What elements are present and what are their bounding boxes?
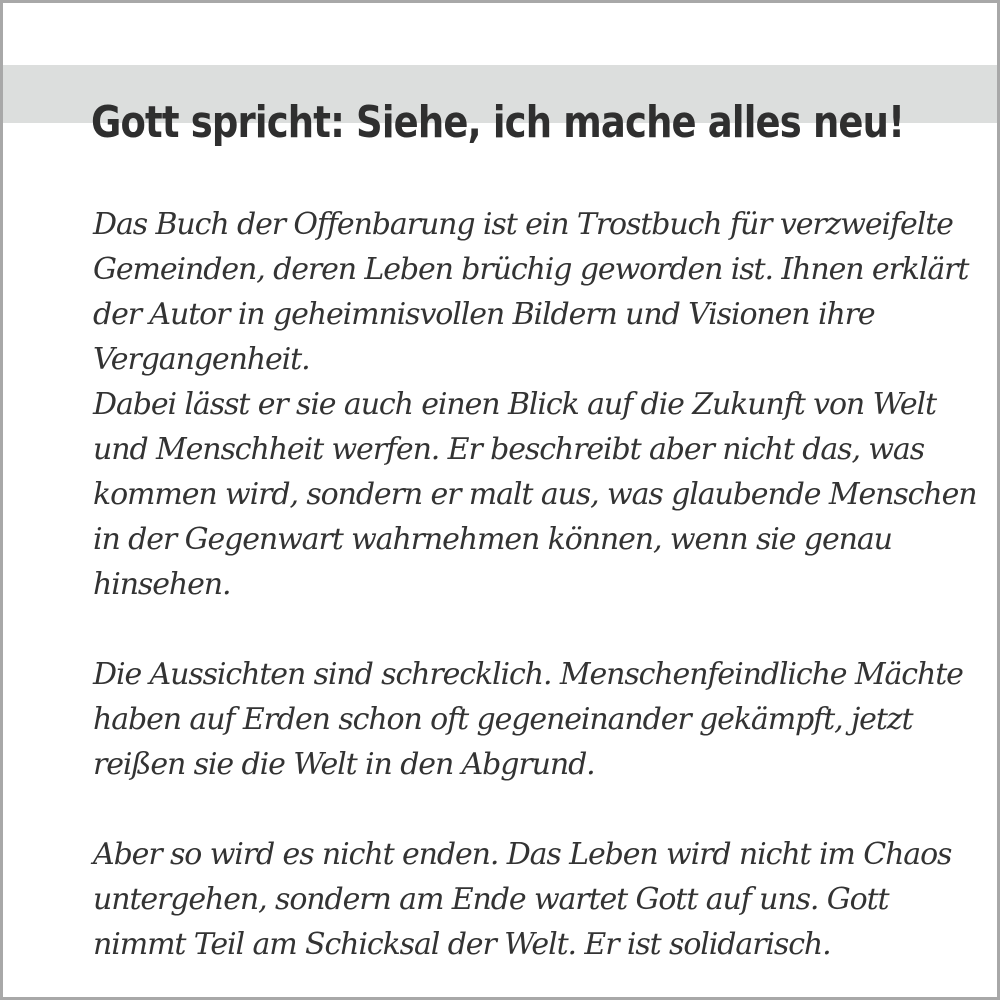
text-line: der Autor in geheimnisvollen Bildern und Visionen ihre [93, 297, 875, 332]
text-line: reißen sie die Welt in den Abgrund. [93, 747, 595, 782]
text-line: nimmt Teil am Schicksal der Welt. Er ist solidarisch. [93, 927, 831, 962]
text-line: Das Buch der Offenbarung ist ein Trostbuch für verzweifelte [93, 207, 953, 242]
body-text [93, 202, 977, 967]
text-line: Die Aussichten sind schrecklich. Menschenfeindliche Mächte [93, 657, 963, 692]
text-line: Gemeinden, deren Leben brüchig geworden ist. Ihnen erklärt [93, 252, 969, 287]
text-line: hinsehen. [93, 567, 231, 602]
paragraph-4 [93, 832, 963, 967]
paragraph-2 [93, 382, 977, 607]
paragraph-1 [93, 202, 969, 382]
text-line: Vergangenheit. [93, 342, 310, 377]
text-line: kommen wird, sondern er malt aus, was glaubende Menschen [93, 477, 977, 512]
text-line: und Menschheit werfen. Er beschreibt aber nicht das, was [93, 432, 924, 467]
text-line: Aber so wird es nicht enden. Das Leben wird nicht im Chaos [93, 837, 952, 872]
text-line: Dabei lässt er sie auch einen Blick auf die Zukunft von Welt [93, 387, 936, 422]
page-title: Gott spricht: Siehe, ich mache alles neu! [91, 97, 905, 148]
text-line: haben auf Erden schon oft gegeneinander gekämpft, jetzt [93, 702, 913, 737]
paragraph-3 [93, 652, 963, 787]
text-line: untergehen, sondern am Ende wartet Gott auf uns. Gott [93, 882, 889, 917]
text-line: in der Gegenwart wahrnehmen können, wenn sie genau [93, 522, 892, 557]
